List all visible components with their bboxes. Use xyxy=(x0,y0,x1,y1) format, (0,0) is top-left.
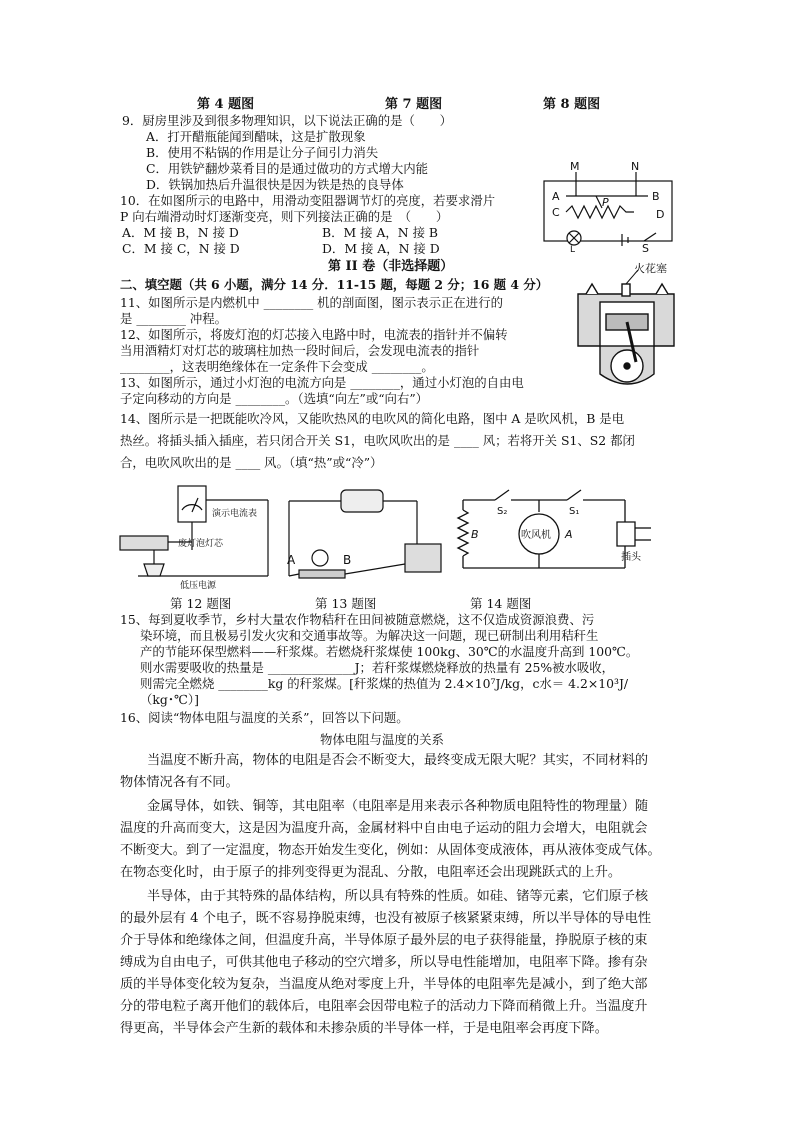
q16-p1-line2: 物体情况各有不同。 xyxy=(120,775,239,790)
label-S: S xyxy=(642,242,649,252)
q12-line1: 12、如图所示，将废灯泡的灯芯接入电路中时，电流表的指针并不偏转 xyxy=(120,327,508,342)
label-C: C xyxy=(552,206,560,219)
q13-line2: 子定向移动的方向是 ________。（选填“向左”或“向右”） xyxy=(120,391,429,406)
q15-line3: 产的节能环保型燃料——秆浆煤。若燃烧秆浆煤使 100kg、30℃的水温度升高到 100℃。 xyxy=(140,644,639,659)
q12-line2: 当用酒精灯对灯芯的玻璃柱加热一段时间后，会发现电流表的指针 xyxy=(120,343,480,358)
section2-header: 二、填空题（共 6 小题，满分 14 分．11-15 题，每题 2 分；16 题 4 分） xyxy=(120,277,549,292)
section2-title: 第 II 卷（非选择题） xyxy=(328,259,454,274)
fig12-caption: 第 12 题图 xyxy=(170,596,232,611)
q10-line2: P 向右端滑动时灯逐渐变亮，则下列接法正确的是 （ ） xyxy=(120,209,449,224)
power-label: 低压电源 xyxy=(180,581,217,591)
q11-line2: 是 ________ 冲程。 xyxy=(120,311,228,326)
q10-option-a: A．M 接 B，N 接 D xyxy=(122,225,239,240)
label-D: D xyxy=(656,208,665,221)
fig4-caption: 第 4 题图 xyxy=(197,97,255,112)
q16-p3-line2: 的最外层有 4 个电子，既不容易挣脱束缚，也没有被原子核紧紧束缚，所以半导体的导电性 xyxy=(120,911,652,926)
q9-option-b: B．使用不粘锅的作用是让分子间引力消失 xyxy=(146,145,379,160)
q16-p3-line3: 介于导体和绝缘体之间，但温度升高，半导体原子最外层的电子获得能量，挣脱原子核的束 xyxy=(120,933,648,948)
engine-figure xyxy=(572,262,682,392)
q15-line4: 则水需要吸收的热量是 ______________J；若秆浆煤燃烧释放的热量有 25%被水吸收， xyxy=(140,660,615,675)
fig13-label-A: A xyxy=(287,553,296,567)
q16-p3-line7: 得更高，半导体会产生新的载体和未掺杂质的半导体一样，于是电阻率会再度下降。 xyxy=(120,1021,608,1036)
q14-line3: 合，电吹风吹出的是 ____ 风。（填“热”或“冷”） xyxy=(120,455,383,470)
fig13-label-B: B xyxy=(343,553,352,567)
fig8-caption: 第 8 题图 xyxy=(543,97,601,112)
q9-stem: 9．厨房里涉及到很多物理知识，以下说法正确的是（ ） xyxy=(122,113,453,128)
fig13-caption: 第 13 题图 xyxy=(315,596,377,611)
q10-option-b: B．M 接 A，N 接 B xyxy=(322,225,439,240)
q16-p3-line6: 分的带电粒子离开他们的载体后，电阻率会因带电粒子的活动力下降而稍微上升。当温度升 xyxy=(120,999,648,1014)
label-B: B xyxy=(652,190,660,203)
q9-option-c: C．用铁铲翻炒菜肴目的是通过做功的方式增大内能 xyxy=(146,161,429,176)
label-A: A xyxy=(552,190,560,203)
q15-line6: （kg･℃）] xyxy=(140,692,199,707)
q16-intro: 16、阅读“物体电阻与温度的关系”，回答以下问题。 xyxy=(120,710,409,725)
q16-p3-line1: 半导体，由于其特殊的晶体结构，所以具有特殊的性质。如硅、锗等元素，它们原子核 xyxy=(147,889,649,904)
switch-s2-label: S₂ xyxy=(497,506,508,517)
q16-p1-line1: 当温度不断升高，物体的电阻是否会不断变大，最终变成无限大呢？其实，不同材料的 xyxy=(147,753,649,768)
plug-label: 插头 xyxy=(621,552,641,563)
q15-line5: 则需完全燃烧 ________kg 的秆浆煤。[秆浆煤的热值为 2.4×10⁷J/kg，c水＝ 4.2×10³J/ xyxy=(140,676,629,691)
q10-line1: 10．在如图所示的电路中，用滑动变阻器调节灯的亮度，若要求滑片 xyxy=(120,193,496,208)
fig12-figure xyxy=(118,480,278,592)
label-M: M xyxy=(570,160,580,173)
q14-line1: 14、图所示是一把既能吹冷风，又能吹热风的电吹风的简化电路，图中 A 是吹风机，B 是电 xyxy=(120,411,625,426)
switch-s1-label: S₁ xyxy=(569,506,580,517)
label-P: P xyxy=(602,196,609,209)
label-L: L xyxy=(570,245,576,252)
q16-p2-line4: 在物态变化时，由于原子的排列变得更为混乱、分散，电阻率还会出现跳跃式的上升。 xyxy=(120,865,622,880)
q9-option-a: A．打开醋瓶能闻到醋味，这是扩散现象 xyxy=(146,129,366,144)
label-N: N xyxy=(631,160,640,173)
q11-line1: 11、如图所示是内燃机中 ________ 机的剖面图，图示表示正在进行的 xyxy=(120,295,503,310)
q16-p2-line2: 温度的升高而变大，这是因为温度升高，金属材料中自由电子运动的阻力会增大，电阻就会 xyxy=(120,821,648,836)
ammeter-label: 演示电流表 xyxy=(212,509,258,519)
q16-p2-line3: 不断变大。到了一定温度，物态开始发生变化，例如：从固体变成液体，再从液体变成气体。 xyxy=(120,843,661,858)
spark-plug-label: 火花塞 xyxy=(634,262,667,275)
q13-line1: 13、如图所示，通过小灯泡的电流方向是 ________，通过小灯泡的自由电 xyxy=(120,375,524,390)
fig7-caption: 第 7 题图 xyxy=(385,97,443,112)
blower-label: 吹风机 xyxy=(521,530,551,541)
heater-label-B: B xyxy=(471,528,479,541)
q9-option-d: D．铁锅加热后升温很快是因为铁是热的良导体 xyxy=(146,177,404,192)
q16-p2-line1: 金属导体，如铁、铜等，其电阻率（电阻率是用来表示各种物质电阻特性的物理量）随 xyxy=(147,799,649,814)
q10-option-c: C．M 接 C，N 接 D xyxy=(122,241,240,256)
fig14-figure xyxy=(455,486,660,578)
q10-option-d: D．M 接 A，N 接 D xyxy=(322,241,440,256)
q16-article-title: 物体电阻与温度的关系 xyxy=(320,732,444,747)
fig14-caption: 第 14 题图 xyxy=(470,596,532,611)
q14-line2: 热丝。将插头插入插座，若只闭合开关 S1，电吹风吹出的是 ____ 风；若将开关 S1、S2 都闭 xyxy=(120,433,635,448)
q15-line2: 染环境，而且极易引发火灾和交通事故等。为解决这一问题，现已研制出利用秸秆生 xyxy=(140,628,599,643)
blower-label-A: A xyxy=(565,528,573,541)
q16-p3-line5: 质的半导体变化较为复杂，当温度从绝对零度上升，半导体的电阻率先是减小，到了绝大部 xyxy=(120,977,648,992)
q10-circuit-figure xyxy=(538,160,676,252)
filament-label: 废灯泡灯芯 xyxy=(178,539,224,549)
q15-line1: 15、每到夏收季节，乡村大量农作物秸秆在田间被随意燃烧，这不仅造成资源浪费、污 xyxy=(120,612,595,627)
q12-line3: ________，这表明绝缘体在一定条件下会变成 ________。 xyxy=(120,359,434,374)
fig13-figure xyxy=(285,484,447,590)
q16-p3-line4: 缚成为自由电子，可供其他电子移动的空穴增多，所以导电性能增加，电阻率下降。掺有杂 xyxy=(120,955,648,970)
